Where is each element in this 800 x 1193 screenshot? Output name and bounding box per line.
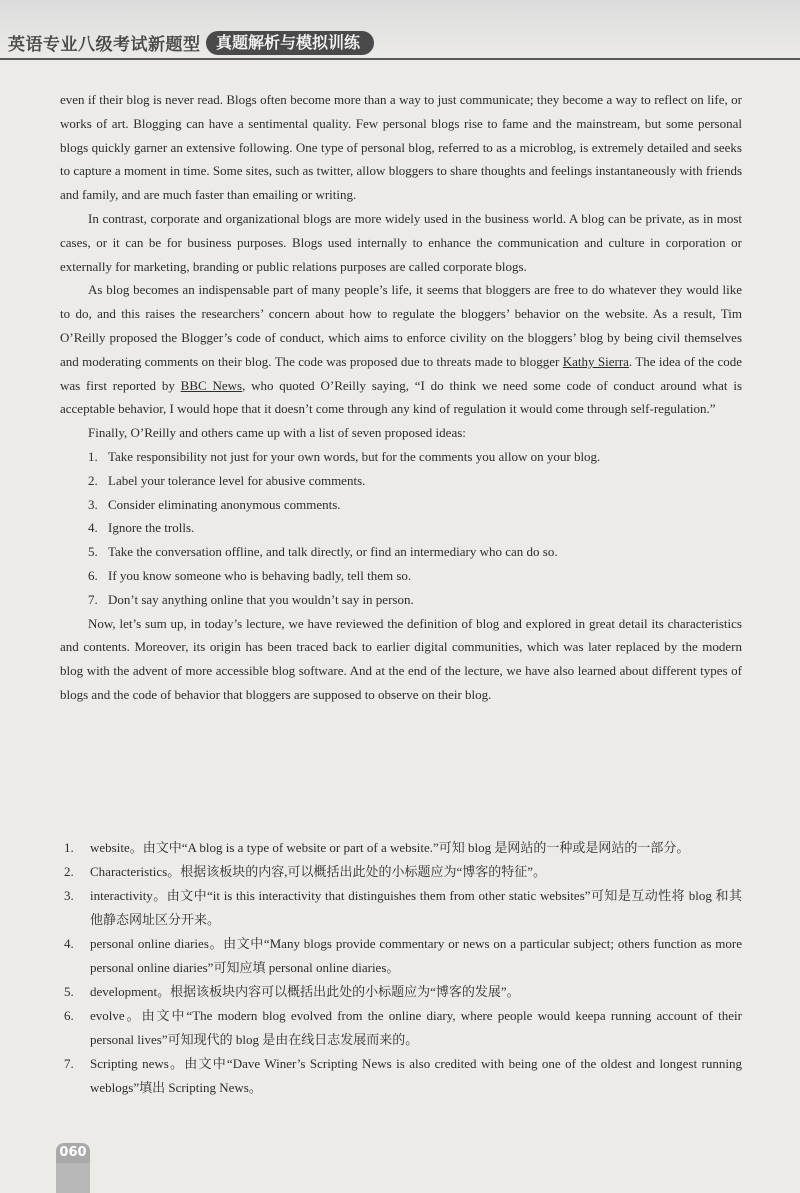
list-item-number: 2.: [88, 472, 98, 488]
answer-text: development。根据该板块内容可以概括出此处的小标题应为“博客的发展”。: [90, 984, 520, 999]
list-item: [60, 493, 742, 517]
answer-number: 3.: [64, 888, 74, 903]
paragraph-3-text-a: As blog becomes an indispensable part of many people’s life, it seems that bloggers are free to do whatever they would like to do, and this raises the researchers’ concern about how to regulate the bloggers’ behavior on the website. As a result, Tim O’Reilly proposed the Blogger’s code of conduct, which aims to enforce civility on the bloggers’ blog by being civil themselves and moderating comments on their blog. The code was proposed due to threats made to blogger: [60, 282, 742, 369]
answer-number: 1.: [64, 840, 74, 855]
list-item: [60, 540, 742, 564]
answer-number: 2.: [64, 864, 74, 879]
answer-text: website。由文中“A blog is a type of website or part of a website.”可知 blog 是网站的一种或是网站的一部分。: [90, 840, 690, 855]
list-item-number: 7.: [88, 591, 98, 607]
paragraph-2: In contrast, corporate and organizational blogs are more widely used in the business world. A blog can be private, as in most cases, or it can be for business purposes. Blogs used internally to enhance the communication and culture in corporation or externally for marketing, branding or public relations purposes are called corporate blogs.: [60, 210, 742, 274]
answer-number: 7.: [64, 1056, 74, 1071]
series-subtitle: 真题解析与模拟训练: [206, 31, 374, 55]
page-header: [0, 0, 800, 62]
answer-text: interactivity。由文中“it is this interactivity that distinguishes them from other static websites”可知是互动性将 blog 和其他静态网址区分开来。: [90, 888, 742, 927]
answer-text: personal online diaries。由文中“Many blogs provide commentary or news on a particular subject; others function as more personal online diaries”可知应填 personal online diaries。: [90, 936, 742, 975]
paragraph-3-text-c: , who quoted O’Reilly saying, “I do think we need some code of conduct around what is acceptable behavior, I would hope that it doesn’t come through any kind of regulation it would come through self-regulation.”: [60, 377, 743, 417]
paragraph-1: even if their blog is never read. Blogs often become more than a way to just communicate; they become a way to reflect on life, or works of art. Blogging can have a sentimental quality. Few personal blogs rise to fame and the mainstream, but some personal blogs quickly garner an extensive following. One type of personal blog, referred to as a microblog, is extremely detailed and seeks to capture a moment in time. Some sites, such as twitter, allow bloggers to share thoughts and feelings instantaneously with friends and family, and are much faster than emailing or writing.: [60, 92, 742, 203]
answer-item: [60, 1052, 742, 1100]
paragraph-4: Finally, O’Reilly and others came up with a list of seven proposed ideas:: [88, 425, 466, 441]
answer-number: 4.: [64, 936, 74, 951]
list-item-text: Label your tolerance level for abusive comments.: [108, 472, 366, 488]
list-item-number: 4.: [88, 520, 98, 536]
list-item-text: Take responsibility not just for your own words, but for the comments you allow on your blog.: [108, 448, 601, 464]
list-item-number: 3.: [88, 496, 98, 512]
list-item-text: Don’t say anything online that you wouldn’t say in person.: [108, 591, 414, 607]
answer-item: [60, 836, 742, 860]
answer-text: evolve。由文中“The modern blog evolved from the online diary, where people would keepa running account of their personal lives”可知现代的 blog 是由在线日志发展而来的。: [90, 1008, 742, 1047]
link-bbc-news: BBC News: [180, 377, 243, 393]
list-item-number: 5.: [88, 544, 98, 560]
list-item: [60, 469, 742, 493]
answer-number: 6.: [64, 1008, 74, 1023]
list-item: [60, 445, 742, 469]
list-item: [60, 588, 742, 612]
answer-item: [60, 1004, 742, 1052]
passage-body: [60, 88, 742, 707]
paragraph-5: Now, let’s sum up, in today’s lecture, we have reviewed the definition of blog and explored in great detail its characteristics and contents. Moreover, its origin has been traced back to earlier digital communities, which was later replaced by the modern blog with the advent of more accessible blog software. And at the end of the lecture, we have also learned about different types of blogs and the code of behavior that bloggers are supposed to observe on their blog.: [60, 615, 742, 702]
header-rule: [0, 58, 800, 60]
ideas-list: [60, 445, 742, 612]
answer-item: [60, 860, 742, 884]
answer-text: Characteristics。根据该板块的内容,可以概括出此处的小标题应为“博客的特征”。: [90, 864, 547, 879]
answer-item: [60, 932, 742, 980]
list-item-number: 6.: [88, 567, 98, 583]
paragraph-3-text-b: . The idea of the code was first reported by: [60, 353, 742, 393]
paragraph-3: [60, 278, 742, 421]
list-item-text: Take the conversation offline, and talk directly, or find an intermediary who can do so.: [108, 544, 558, 560]
list-item-number: 1.: [88, 448, 98, 464]
answer-number: 5.: [64, 984, 74, 999]
list-item-text: Consider eliminating anonymous comments.: [108, 496, 341, 512]
list-item-text: If you know someone who is behaving badly, tell them so.: [108, 567, 412, 583]
list-item: [60, 516, 742, 540]
series-title: 英语专业八级考试新题型: [8, 35, 201, 55]
list-item: [60, 564, 742, 588]
answer-text: Scripting news。由文中“Dave Winer’s Scripting News is also credited with being one of the oldest and longest running weblogs”填出 Scripting News。: [90, 1056, 742, 1095]
page-number: 060: [56, 1143, 90, 1163]
answer-key: [60, 836, 742, 1100]
answer-item: [60, 884, 742, 932]
page-edge-tab: [56, 1163, 90, 1193]
list-item-text: Ignore the trolls.: [108, 520, 195, 536]
link-kathy-sierra: Kathy Sierra: [562, 353, 629, 369]
answer-item: [60, 980, 742, 1004]
